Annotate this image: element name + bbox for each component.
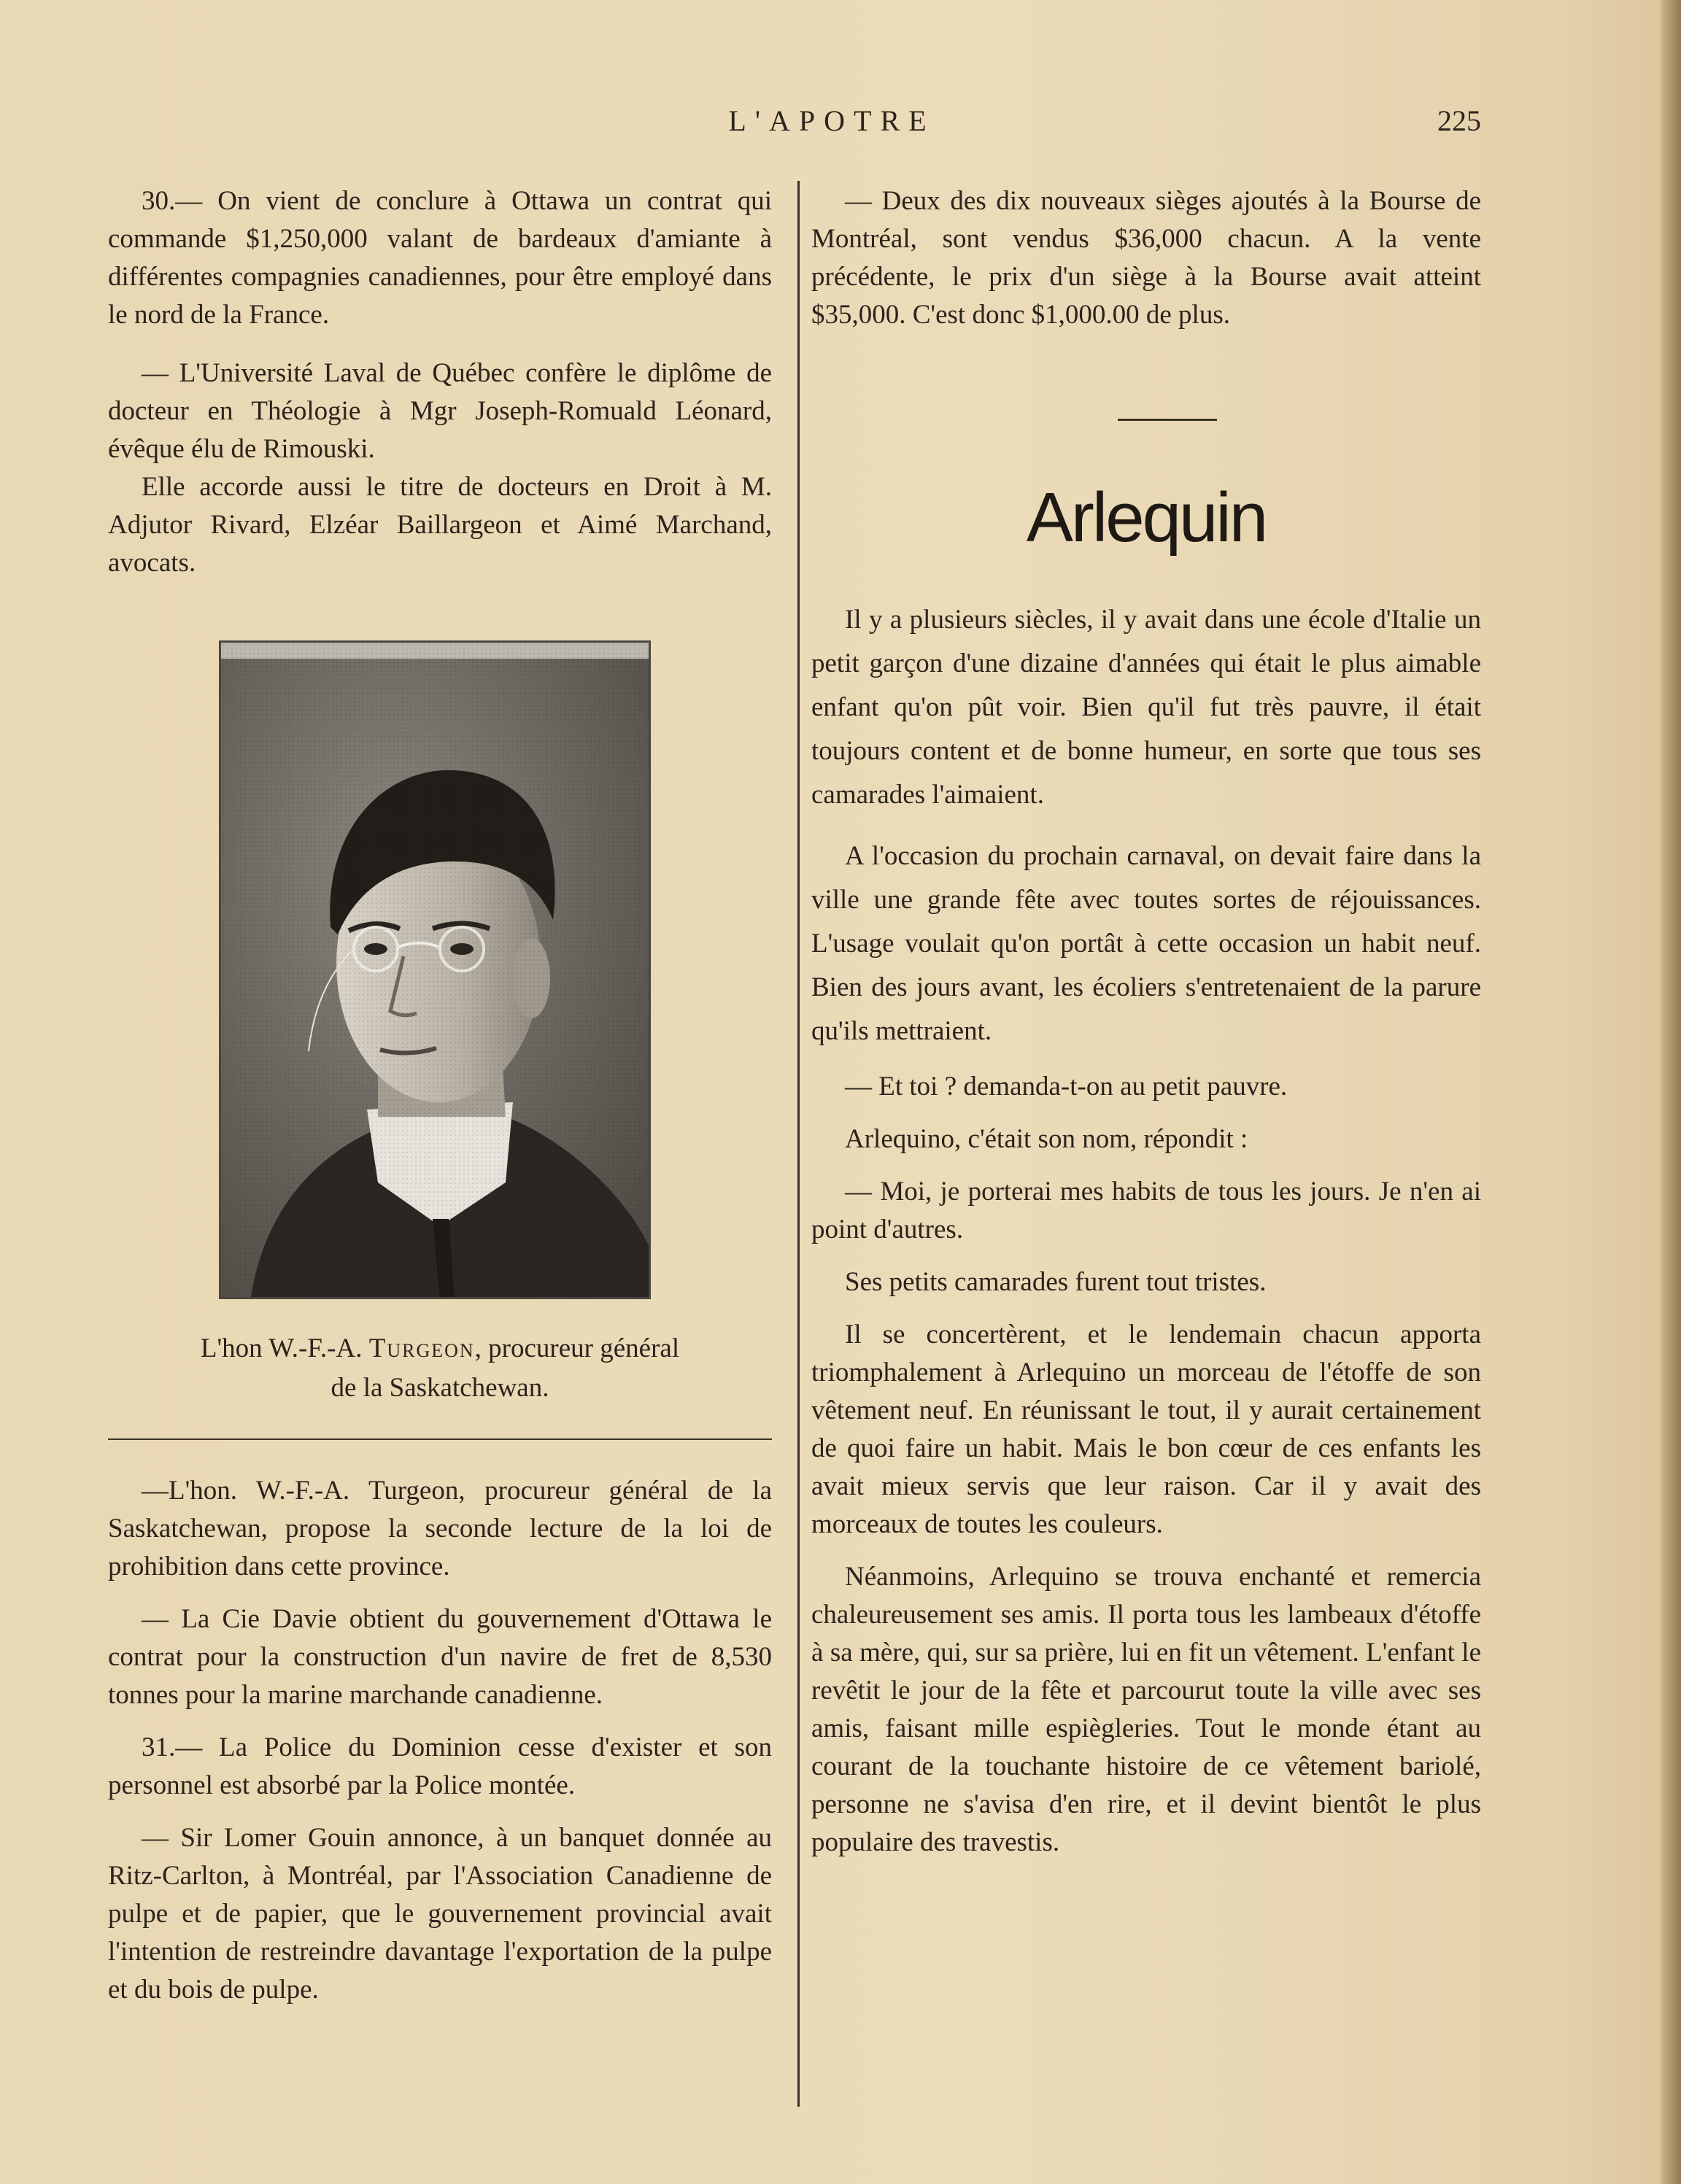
article-paragraph: Ses petits camarades furent tout tristes.: [845, 1267, 1267, 1297]
article-paragraph: Arlequino, c'était son nom, répondit :: [845, 1124, 1248, 1154]
page-edge: [1661, 0, 1681, 2184]
caption-suffix: , procureur général: [474, 1333, 680, 1363]
right-column-intro: [811, 182, 1481, 334]
article-title: Arlequin: [1026, 479, 1267, 557]
caption-line-1: [108, 1329, 772, 1368]
portrait-illustration: [221, 643, 651, 1299]
caption-line-2: de la Saskatchewan.: [331, 1373, 549, 1403]
short-divider: [1118, 419, 1217, 421]
news-item: 30.— On vient de conclure à Ottawa un contrat qui commande $1,250,000 valant de bardeaux d'amiante à différentes compagnies canadiennes, pour être employé dans le nord de la France.: [108, 186, 772, 330]
page-number: 225: [1437, 104, 1481, 137]
portrait-photo: [219, 640, 651, 1299]
article-paragraph: Il se concertèrent, et le lendemain chacun apporta triomphalement à Arlequino un morceau de l'étoffe de son vêtement neuf. En réunissant le tout, il y aurait certainement de quoi faire un habit. Mais le bon cœur de ces enfants les avait mieux servis que leur raison. Car il y avait des morceaux de toutes les couleurs.: [811, 1320, 1481, 1539]
running-header-title: L'APOTRE: [728, 104, 935, 137]
article-body: [811, 598, 1481, 1862]
column-divider: [797, 181, 800, 2107]
left-column-top: [108, 182, 772, 582]
section-divider: [108, 1438, 772, 1440]
article-paragraph: Néanmoins, Arlequino se trouva enchanté et remercia chaleureusement ses amis. Il porta tous les lambeaux d'étoffe à sa mère, qui, sur sa prière, lui en fit un vêtement. L'enfant le revêtit le jour de la fête et parcourut toute la ville avec ses amis, faisant mille espiègleries. Tout le monde étant au courant de la touchante histoire de ce vêtement bariolé, personne ne s'avisa d'en rire, et il devint bientôt le plus populaire des travestis.: [811, 1562, 1481, 1857]
left-column-bottom: [108, 1472, 772, 2009]
news-item: — La Cie Davie obtient du gouvernement d'Ottawa le contrat pour la construction d'un navire de fret de 8,530 tonnes pour la marine marchande canadienne.: [108, 1604, 772, 1710]
article-paragraph: A l'occasion du prochain carnaval, on devait faire dans la ville une grande fête avec toutes sortes de réjouissances. L'usage voulait qu'on portât à cette occasion un habit neuf. Bien des jours avant, les écoliers s'entretenaient de la parure qu'ils mettraient.: [811, 841, 1481, 1046]
photo-caption: [108, 1329, 772, 1408]
news-item: 31.— La Police du Dominion cesse d'exister et son personnel est absorbé par la Police montée.: [108, 1732, 772, 1800]
news-item: — L'Université Laval de Québec confère le diplôme de docteur en Théologie à Mgr Joseph-Romuald Léonard, évêque élu de Rimouski.: [108, 358, 772, 464]
news-item: — Sir Lomer Gouin annonce, à un banquet donnée au Ritz-Carlton, à Montréal, par l'Association Canadienne de pulpe et de papier, que le gouvernement provincial avait l'intention de restreindre davantage l'exportation de la pulpe et du bois de pulpe.: [108, 1823, 772, 2005]
article-paragraph: Il y a plusieurs siècles, il y avait dans une école d'Italie un petit garçon d'une dizaine d'années qui était le plus aimable enfant qu'on pût voir. Bien qu'il fut très pauvre, il était toujours content et de bonne humeur, en sorte que tous ses camarades l'aimaient.: [811, 605, 1481, 810]
article-paragraph: — Et toi ? demanda-t-on au petit pauvre.: [845, 1072, 1288, 1101]
news-item: — Deux des dix nouveaux sièges ajoutés à la Bourse de Montréal, sont vendus $36,000 chacun. A la vente précédente, le prix d'un siège à la Bourse avait atteint $35,000. C'est donc $1,000.00 de plus.: [811, 186, 1481, 330]
article-paragraph: — Moi, je porterai mes habits de tous les jours. Je n'en ai point d'autres.: [811, 1177, 1481, 1244]
news-item: —L'hon. W.-F.-A. Turgeon, procureur général de la Saskatchewan, propose la seconde lecture de la loi de prohibition dans cette province.: [108, 1476, 772, 1581]
news-item: Elle accorde aussi le titre de docteurs en Droit à M. Adjutor Rivard, Elzéar Baillargeon et Aimé Marchand, avocats.: [108, 472, 772, 578]
caption-prefix: L'hon W.-F.-A.: [200, 1333, 369, 1363]
caption-name: Turgeon: [368, 1333, 475, 1363]
